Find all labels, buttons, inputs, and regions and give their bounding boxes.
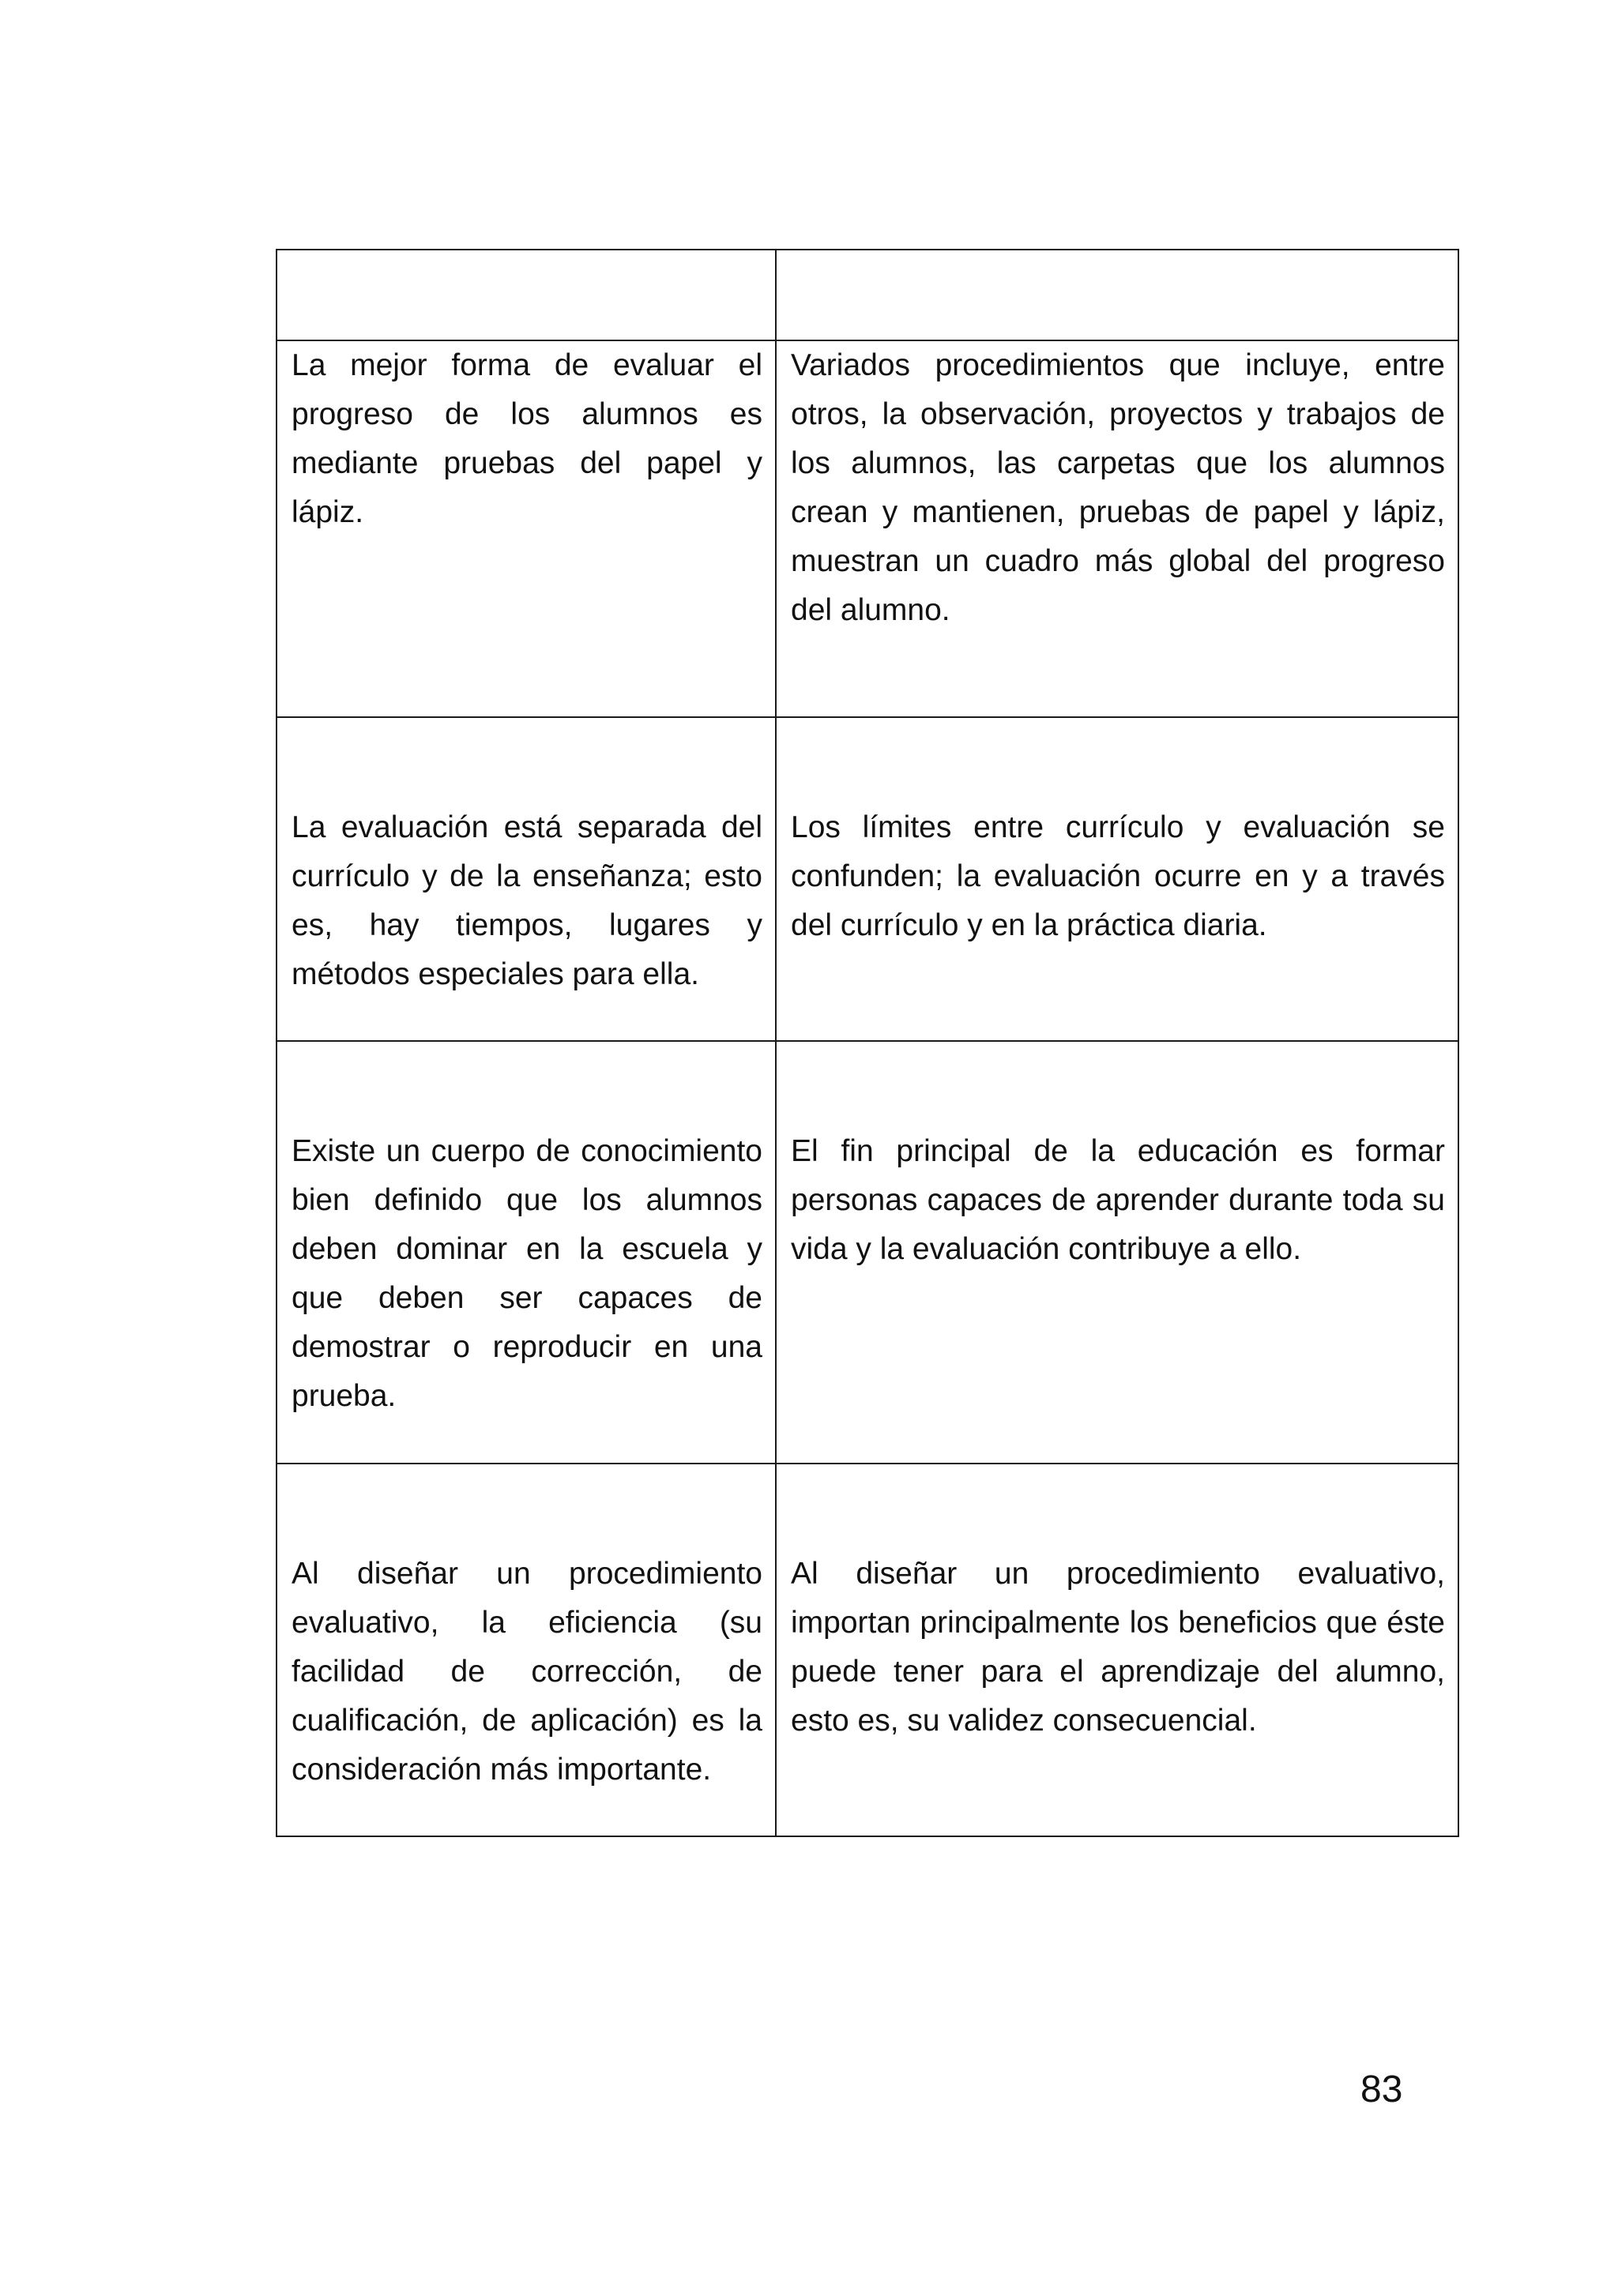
table-cell-left: Al diseñar un procedimiento evaluativo, la eficiencia (su facilidad de corrección, de cualificación, de aplicación) es la consideración más importante. (277, 1464, 776, 1836)
table-cell-left: Existe un cuerpo de conocimiento bien definido que los alumnos deben dominar en la escuela y que deben ser capaces de demostrar o reproducir en una prueba. (277, 1041, 776, 1464)
comparison-table (276, 249, 1459, 1837)
table-cell-right: Al diseñar un procedimiento evaluativo, importan principalmente los beneficios que éste puede tener para el aprendizaje del alumno, esto es, su validez consecuencial. (776, 1464, 1458, 1836)
table-row (277, 340, 1458, 717)
table-cell-left: La evaluación está separada del currículo y de la enseñanza; esto es, hay tiempos, lugares y métodos especiales para ella. (277, 717, 776, 1041)
table-cell-right: Los límites entre currículo y evaluación se confunden; la evaluación ocurre en y a través del currículo y en la práctica diaria. (776, 717, 1458, 1041)
table-cell-right: El fin principal de la educación es formar personas capaces de aprender durante toda su vida y la evaluación contribuye a ello. (776, 1041, 1458, 1464)
table-cell-right: Variados procedimientos que incluye, entre otros, la observación, proyectos y trabajos de los alumnos, las carpetas que los alumnos crean y mantienen, pruebas de papel y lápiz, muestran un cuadro más global del progreso del alumno. (776, 340, 1458, 717)
table-cell-left: La mejor forma de evaluar el progreso de los alumnos es mediante pruebas del papel y lápiz. (277, 340, 776, 717)
table-cell-right (776, 250, 1458, 340)
table-cell-left (277, 250, 776, 340)
table-row (277, 250, 1458, 340)
page-number: 83 (1360, 2069, 1403, 2110)
table-row (277, 717, 1458, 1041)
table-row (277, 1464, 1458, 1836)
table-row (277, 1041, 1458, 1464)
